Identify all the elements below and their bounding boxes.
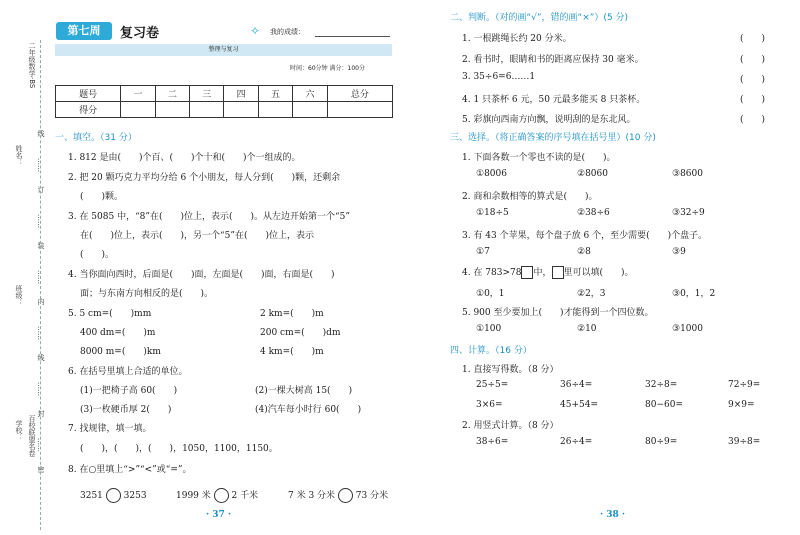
cut-line: [40, 40, 41, 530]
judge-1: 1. 一根跳绳长约 20 分米。: [462, 34, 572, 44]
score-cell[interactable]: [224, 102, 258, 118]
score-line[interactable]: [315, 36, 390, 37]
table-cell: 五: [258, 86, 292, 102]
page-number-right: · 38 ·: [600, 510, 626, 520]
table-cell: 二: [155, 86, 189, 102]
binding-strip: [0, 0, 50, 535]
q1-3c: ( )。: [80, 250, 115, 260]
compare-circle[interactable]: [106, 488, 121, 503]
q1-1: 1. 812 是由( )个百、( )个十和( )个一组成的。: [68, 153, 301, 163]
compare-1: [80, 488, 147, 503]
choice-4-post: 里可以填( )。: [563, 268, 634, 278]
compare-circle[interactable]: [338, 488, 353, 503]
choice-3-opt2: ②8: [577, 247, 591, 257]
table-cell: 三: [190, 86, 224, 102]
table-row: [56, 102, 393, 118]
choice-5: 5. 900 至少要加上( )才能得到一个四位数。: [462, 308, 654, 318]
compare-3: [288, 488, 388, 503]
compare-2-left: 1999 米: [176, 491, 211, 501]
judge-3: 3. 35÷6=6……1: [462, 72, 536, 82]
judge-2-answer[interactable]: ( ): [740, 55, 766, 65]
choice-5-opt2: ②10: [577, 324, 597, 334]
calc-1: 1. 直接写得数。（8 分）: [462, 365, 559, 375]
q1-2b: ( )颗。: [80, 192, 124, 202]
q1-6: 6. 在括号里填上合适的单位。: [68, 367, 188, 377]
choice-4-opt3: ③0，1，2: [672, 289, 716, 299]
table-cell: 题号: [56, 86, 121, 102]
seal-char: ……: [36, 158, 44, 172]
seal-char: 密: [37, 466, 45, 473]
compare-1-left: 3251: [80, 491, 103, 501]
name-label: 姓名：: [15, 145, 23, 166]
seal-char: ……: [36, 382, 44, 396]
judge-1-answer[interactable]: ( ): [740, 34, 766, 44]
page-number-left: · 37 ·: [206, 510, 232, 520]
seal-char: 订: [37, 186, 45, 193]
judge-2: 2. 看书时，眼睛和书的距离应保持 30 毫米。: [462, 55, 644, 65]
choice-1: 1. 下面各数一个零也不读的是( )。: [462, 153, 616, 163]
blank-box[interactable]: [521, 266, 533, 279]
choice-2-opt3: ③32÷9: [672, 208, 705, 218]
judge-3-answer[interactable]: ( ): [740, 75, 766, 85]
q1-3b: 在( )位上，表示( )，另一个“5”在( )位上，表示: [80, 231, 314, 241]
choice-4-opt2: ②2，3: [577, 289, 606, 299]
score-cell[interactable]: [190, 102, 224, 118]
calc-item: 3×6=: [476, 400, 503, 410]
seal-char: ……: [36, 214, 44, 228]
q1-3a: 3. 在 5085 中，“8”在( )位上，表示( )。从左边开始第一个“5”: [68, 212, 350, 222]
choice-2: 2. 商和余数相等的算式是( )。: [462, 192, 598, 202]
q1-5-r1-left: 5. 5 cm=( )mm: [68, 309, 152, 319]
choice-4-opt1: ①0，1: [476, 289, 505, 299]
judge-4: 4. 1 只茶杯 6 元，50 元最多能买 8 只茶杯。: [462, 95, 646, 105]
score-cell[interactable]: [258, 102, 292, 118]
q1-2a: 2. 把 20 颗巧克力平均分给 6 个小朋友，每人分到( )颗，还剩余: [68, 173, 341, 183]
calc-item: 32÷8=: [645, 380, 678, 390]
calc-vertical-item: 38÷6=: [476, 437, 509, 447]
judge-5: 5. 彩旗向西南方向飘，说明刮的是东北风。: [462, 115, 636, 125]
calc-vertical-item: 39÷8=: [728, 437, 761, 447]
q1-6-item4: (4)汽车每小时行 60( ): [255, 405, 362, 415]
seal-char: 内: [37, 298, 45, 305]
choice-4-pre: 4. 在 783>78: [462, 268, 522, 278]
book-label: 二年级数学·BS: [28, 42, 36, 89]
compare-circle[interactable]: [214, 488, 229, 503]
compare-1-right: 3253: [123, 491, 147, 501]
choice-2-opt2: ②38÷6: [577, 208, 610, 218]
q1-5-r1-right: 2 km=( )m: [260, 309, 324, 319]
seal-char: 线: [37, 130, 45, 137]
seal-char: 装: [37, 242, 45, 249]
compare-3-right: 73 分米: [355, 491, 389, 501]
calc-item: 80−60=: [645, 400, 683, 410]
score-cell[interactable]: [155, 102, 189, 118]
section2-title: 二、判断。（对的画“√”，错的画“×”）(5 分): [450, 13, 629, 23]
week-tag: 第七周: [56, 22, 112, 40]
choice-1-opt3: ③8600: [672, 169, 703, 179]
choice-4: [462, 265, 634, 279]
school-label: 学校：: [15, 420, 23, 441]
q1-4b: 面；与东南方向相反的是( )。: [80, 289, 214, 299]
series-label: 百校联盟名卷: [28, 415, 36, 457]
calc-item: 25÷5=: [476, 380, 509, 390]
table-cell: 总分: [327, 86, 392, 102]
blank-box[interactable]: [552, 266, 564, 279]
q1-7: 7. 找规律，填一填。: [68, 424, 152, 434]
choice-5-opt3: ③1000: [672, 324, 703, 334]
calc-2: 2. 用竖式计算。（8 分）: [462, 421, 559, 431]
calc-vertical-item: 26÷4=: [560, 437, 593, 447]
score-table: [55, 85, 393, 118]
q1-6-item2: (2)一棵大树高 15( ): [255, 386, 353, 396]
class-label: 班级：: [15, 285, 23, 306]
calc-item: 72÷9=: [728, 380, 761, 390]
page-title: 复习卷: [120, 26, 160, 41]
table-cell: 得分: [56, 102, 121, 118]
seal-char: ……: [36, 326, 44, 340]
seal-char: ……: [36, 438, 44, 452]
seal-char: ……: [36, 270, 44, 284]
time-score-meta: 时间：60分钟 满分：100分: [290, 65, 365, 72]
choice-1-opt1: ①8006: [476, 169, 507, 179]
score-cell[interactable]: [327, 102, 392, 118]
q1-5-r2-right: 200 cm=( )dm: [260, 328, 341, 338]
choice-3: 3. 有 43 个苹果，每个盘子放 6 个，至少需要( )个盘子。: [462, 231, 708, 241]
choice-4-mid: 中，: [533, 268, 552, 278]
star-icon: ✧: [250, 24, 261, 38]
compare-3-left: 7 米 3 分米: [288, 491, 336, 501]
table-cell: 一: [121, 86, 155, 102]
calc-item: 45+54=: [560, 400, 598, 410]
seal-char: 封: [37, 410, 45, 417]
section-banner: 整理与复习: [55, 44, 392, 56]
q1-5-r3-left: 8000 m=( )km: [80, 347, 161, 357]
score-cell[interactable]: [293, 102, 327, 118]
section1-title: 一、填空。（31 分）: [55, 133, 137, 143]
choice-3-opt3: ③9: [672, 247, 686, 257]
choice-1-opt2: ②8060: [577, 169, 608, 179]
calc-item: 9×9=: [728, 400, 755, 410]
q1-7-line: ( )，( )，( )，1050，1100，1150。: [80, 444, 278, 454]
q1-6-item3: (3)一枚硬币厚 2( ): [80, 405, 172, 415]
choice-5-opt1: ①100: [476, 324, 502, 334]
choice-2-opt1: ①18÷5: [476, 208, 509, 218]
calc-item: 36÷4=: [560, 380, 593, 390]
score-label: 我的成绩：: [270, 28, 305, 36]
table-cell: 四: [224, 86, 258, 102]
score-cell[interactable]: [121, 102, 155, 118]
seal-char: 线: [37, 354, 45, 361]
choice-3-opt1: ①7: [476, 247, 490, 257]
q1-6-item1: (1)一把椅子高 60( ): [80, 386, 178, 396]
judge-5-answer[interactable]: ( ): [740, 115, 766, 125]
q1-5-r3-right: 4 km=( )m: [260, 347, 324, 357]
table-row: [56, 86, 393, 102]
section3-title: 三、选择。（将正确答案的序号填在括号里）(10 分): [450, 133, 656, 143]
compare-2-right: 2 千米: [231, 491, 259, 501]
compare-2: [176, 488, 258, 503]
q1-4a: 4. 当你面向西时，后面是( )面，左面是( )面，右面是( ): [68, 270, 335, 280]
calc-vertical-item: 80÷9=: [645, 437, 678, 447]
q1-8: 8. 在○里填上“>”“<”或“=”。: [68, 465, 192, 475]
section4-title: 四、计算。（16 分）: [450, 346, 532, 356]
q1-5-r2-left: 400 dm=( )m: [80, 328, 156, 338]
judge-4-answer[interactable]: ( ): [740, 95, 766, 105]
table-cell: 六: [293, 86, 327, 102]
